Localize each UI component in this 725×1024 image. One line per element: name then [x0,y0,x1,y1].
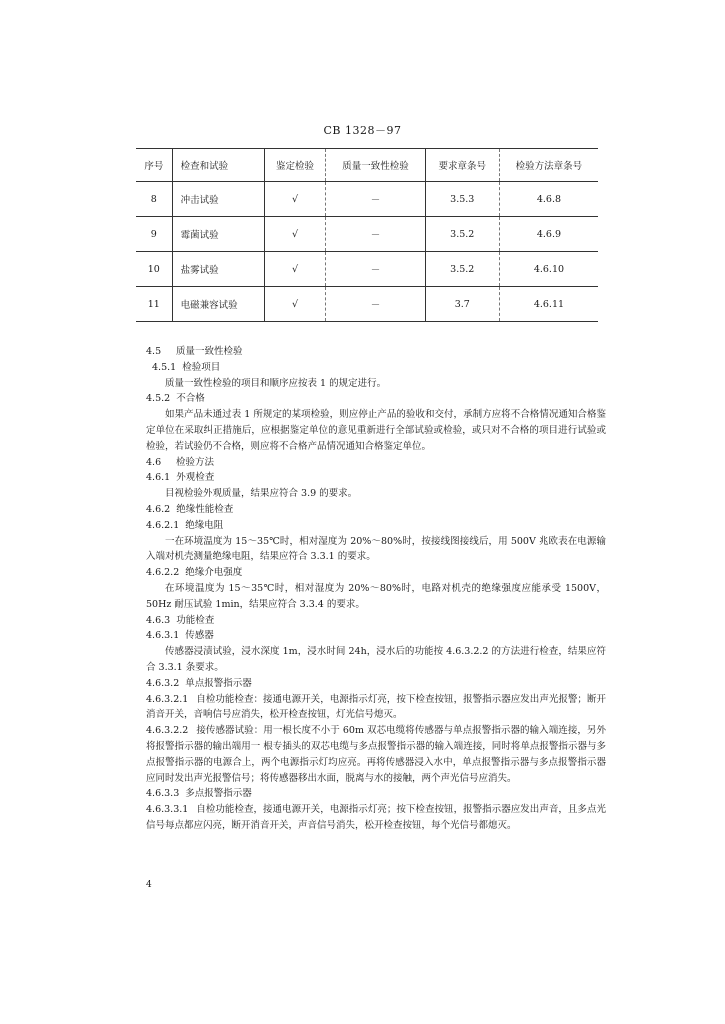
row-identification: √ [264,252,326,287]
header-requirement: 要求章条号 [425,149,499,182]
heading-4-6-3-3: 4.6.3.3 多点报警指示器 [146,788,252,800]
page-number: 4 [146,880,152,890]
paragraph-4-6-3-1: 传感器浸渍试验，浸水深度 1m，浸水时间 24h，浸水后的功能按 4.6.3.2.2 的方法进行检查，结果应符合 3.3.1 条要求。 [146,646,606,673]
header-quality: 质量一致性检验 [326,149,425,182]
paragraph-4-6-2-1: 一在环境温度为 15～35℃时，相对湿度为 20%～80%时，按接线图接线后，用 500V 兆欧表在电源输入端对机壳测量绝缘电阻，结果应符合 3.3.1 的要求。 [146,535,606,563]
row-quality: － [326,252,425,287]
row-no: 9 [136,217,172,252]
table-row [136,252,598,287]
heading-4-6-2: 4.6.2 绝缘性能检查 [146,503,234,515]
row-requirement: 3.5.2 [425,217,499,252]
header-method: 检验方法章条号 [499,149,598,182]
row-quality: － [326,217,425,252]
paragraph-4-6-1: 目视检验外观质量，结果应符合 3.9 的要求。 [165,488,358,500]
heading-4-6-3-2: 4.6.3.2 单点报警指示器 [146,677,252,689]
heading-4-6-2-2: 4.6.2.2 绝缘介电强度 [146,567,243,579]
paragraph-4-6-3-2-1: 4.6.3.2.1 自检功能检查：接通电源开关，电源指示灯亮，按下检查按钮，报警指示器应发出声光报警；断开消音开关，音响信号应消失，松开检查按钮，灯光信号熄灭。 [146,693,606,721]
heading-4-6-1: 4.6.1 外观检查 [146,472,215,484]
heading-4-5: 4.5 质量一致性检验 [146,346,243,357]
paragraph-4-5-2: 如果产品未通过表 1 所规定的某项检验，则应停止产品的验收和交付，承制方应将不合格情况通知合格鉴定单位在采取纠正措施后，应根据鉴定单位的意见重新进行全部试验或检验，或只对不合格的项目进行试验或检验，若试验仍不合格，则应将不合格产品情况通知合格鉴定单位。 [146,409,606,452]
row-no: 11 [136,287,172,322]
row-no: 8 [136,182,172,217]
header-no: 序号 [136,149,172,182]
header-identification: 鉴定检验 [264,149,326,182]
row-item: 霉菌试验 [172,217,264,252]
row-requirement: 3.5.3 [425,182,499,217]
paragraph-4-6-3-3-1: 4.6.3.3.1 自检功能检查，接通电源开关，电源指示灯亮；按下检查按钮，报警指示器应发出声音，且多点光信号每点都应闪亮，断开消音开关，声音信号消失，松开检查按钮，每个光信号都熄灭。 [146,804,606,831]
row-identification: √ [264,182,326,217]
row-item: 冲击试验 [172,182,264,217]
row-method: 4.6.11 [533,298,565,310]
row-quality: － [326,287,425,322]
heading-4-6-3: 4.6.3 功能检查 [146,614,215,626]
heading-4-5-1: 4.5.1 检验项目 [152,361,221,373]
document-code: CB 1328－97 [323,124,402,137]
paragraph-4-5-1: 质量一致性检验的项目和顺序应按表 1 的规定进行。 [165,377,387,389]
row-requirement: 3.7 [425,287,499,322]
document-body [146,344,606,834]
paragraph-4-6-3-2-2: 4.6.3.2.2 接传感器试验：用一根长度不小于 60m 双芯电缆将传感器与单点报警指示器的输入端连接，另外将报警指示器的输出端用一 根专插头的双芯电缆与多点报警指示器的输入端连接，同时将单点报警指示器与多点报警指示器的电源合上，两个电源指示灯均应亮。再将传感器浸入水中，单点报警指示器与多点报警指示器应同时发出声光报警信号；将传感器移出水面，脱离与水的接触，两个声光信号应消失。 [146,725,606,784]
heading-4-5-2: 4.5.2 不合格 [146,393,205,405]
row-requirement: 3.5.2 [425,252,499,287]
row-quality: － [326,182,425,217]
paragraph-4-6-2-2: 在环境温度为 15～35℃时，相对湿度为 20%～80%时，电路对机壳的绝缘强度应能承受 1500V，50Hz 耐压试验 1min，结果应符合 3.3.4 的要求。 [146,582,606,610]
inspection-table [136,148,598,322]
table-row [136,182,598,217]
table-header-row [136,149,598,182]
row-no: 10 [136,252,172,287]
heading-4-6: 4.6 检验方法 [146,456,215,468]
row-method: 4.6.9 [536,228,562,240]
row-method: 4.6.8 [536,193,562,205]
row-identification: √ [264,287,326,322]
row-method: 4.6.10 [533,263,565,275]
row-item: 盐雾试验 [172,252,264,287]
row-item: 电磁兼容试验 [172,287,264,322]
table-row [136,287,598,322]
header-item: 检查和试验 [172,149,264,182]
row-identification: √ [264,217,326,252]
table-row [136,217,598,252]
heading-4-6-2-1: 4.6.2.1 绝缘电阻 [146,519,224,531]
heading-4-6-3-1: 4.6.3.1 传感器 [146,630,214,642]
